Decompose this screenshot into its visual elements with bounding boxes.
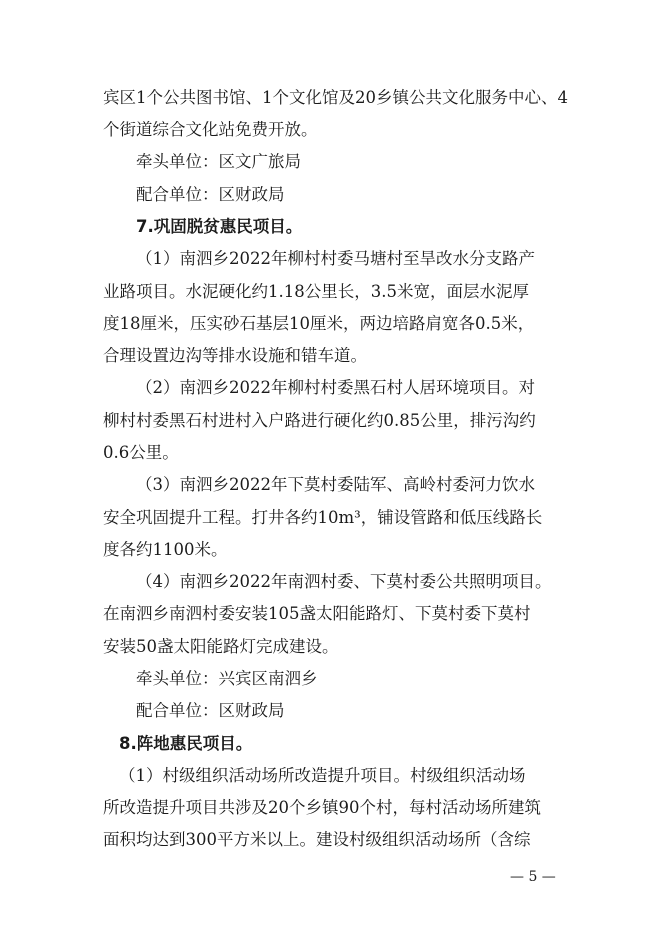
lead-unit-line: 牵头单位：兴宾区南泗乡 bbox=[136, 669, 318, 688]
body-line-7: 业路项目。水泥硬化约1.18公里长，3.5米宽，面层水泥厚 bbox=[103, 282, 529, 301]
body-line-9: 合理设置边沟等排水设施和错车道。 bbox=[103, 346, 367, 365]
body-line-15: 度各约1100米。 bbox=[103, 540, 228, 559]
support-unit-line: 配合单位：区财政局 bbox=[136, 185, 285, 204]
body-line-18: 安装50盏太阳能路灯完成建设。 bbox=[103, 637, 339, 656]
body-line-23: 所改造提升项目共涉及20个乡镇90个村，每村活动场所建筑 bbox=[103, 798, 541, 817]
lead-unit-line: 牵头单位：区文广旅局 bbox=[136, 152, 301, 171]
body-line-11: 柳村村委黑石村进村入户路进行硬化约0.85公里，排污沟约 bbox=[103, 411, 536, 430]
body-line-13: （3）南泗乡2022年下莫村委陆军、高岭村委河力饮水 bbox=[136, 475, 535, 494]
body-line-22: （1）村级组织活动场所改造提升项目。村级组织活动场 bbox=[119, 766, 526, 785]
body-line-12: 0.6公里。 bbox=[103, 443, 179, 462]
body-line-8: 度18厘米，压实砂石基层10厘米，两边培路肩宽各0.5米， bbox=[103, 314, 535, 333]
body-line-10: （2）南泗乡2022年柳村村委黑石村人居环境项目。对 bbox=[136, 378, 535, 397]
support-unit-line: 配合单位：区财政局 bbox=[136, 701, 285, 720]
section-heading-7: 7.巩固脱贫惠民项目。 bbox=[136, 217, 303, 236]
section-heading-8: 8.阵地惠民项目。 bbox=[119, 734, 253, 753]
body-line-2: 个街道综合文化站免费开放。 bbox=[103, 120, 318, 139]
body-line-24: 面积均达到300平方米以上。建设村级组织活动场所（含综 bbox=[103, 830, 531, 849]
body-line-17: 在南泗乡南泗村委安装105盏太阳能路灯、下莫村委下莫村 bbox=[103, 604, 531, 623]
page-number: — 5 — bbox=[510, 869, 556, 885]
body-line-1: 宾区1个公共图书馆、1个文化馆及20乡镇公共文化服务中心、4 bbox=[103, 88, 568, 107]
body-line-6: （1）南泗乡2022年柳村村委马塘村至旱改水分支路产 bbox=[136, 249, 535, 268]
body-line-14: 安全巩固提升工程。打井各约10m³，铺设管路和低压线路长 bbox=[103, 508, 543, 527]
body-line-16: （4）南泗乡2022年南泗村委、下莫村委公共照明项目。 bbox=[136, 572, 552, 591]
